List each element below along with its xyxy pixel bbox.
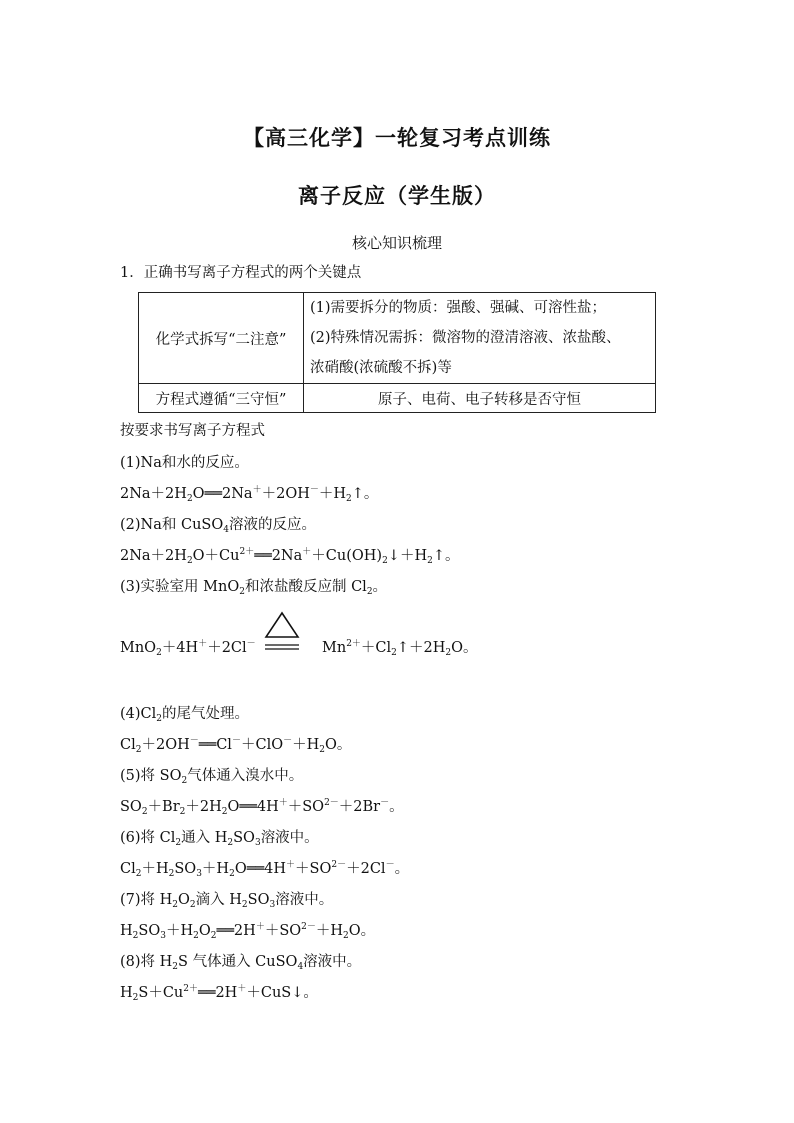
question-4: $(4)Cl_2$的尾气处理。 [120, 706, 250, 724]
table-cell-content: 原子、电荷、电子转移是否守恒 [304, 384, 656, 413]
question-1: (1)Na和水的反应。 [120, 455, 249, 471]
table-cell-line: 浓硝酸(浓硫酸不拆)等 [310, 360, 452, 376]
heat-triangle-icon [264, 611, 300, 657]
table-cell-line: (1)需要拆分的物质：强酸、强碱、可溶性盐； [310, 300, 607, 316]
table-row [139, 293, 656, 384]
page-title: 【高三化学】一轮复习考点训练 [243, 126, 551, 150]
page-subtitle: 离子反应（学生版） [298, 184, 496, 208]
question-7: (7)将 $H_2O_2$滴入 $H_2SO_3$溶液中。 [120, 892, 334, 910]
question-5: (5)将 $SO_2$气体通入溴水中。 [120, 768, 304, 786]
answer-3: MnO$_2$＋4H＋＋2Cl－ $Mn^{2+}+Cl_2↑+2H_2O$。 [120, 639, 478, 658]
table-cell-line: (2)特殊情况需拆：微溶物的澄清溶液、浓盐酸、 [310, 330, 621, 346]
table-cell-content [304, 293, 656, 384]
answer-5: $SO_2+Br_2+2H_2O══4H^++SO^{2-}+2Br^-$。 [120, 798, 404, 817]
answer-2: $2Na+2H_2O+Cu^{2+}══2Na^++Cu(OH)_2↓+H_2↑$。 [120, 547, 460, 566]
answer-6: $Cl_2+H_2SO_3+H_2O══4H^++SO^{2-}+2Cl^-$。 [120, 860, 410, 879]
answer-4: $Cl_2+2OH^-══Cl^-+ClO^-+H_2O$。 [120, 736, 352, 755]
question-6: (6)将 $Cl_2$通入 $H_2SO_3$溶液中。 [120, 830, 319, 848]
answer-8: $H_2S+Cu^{2+}══2H^++CuS↓$。 [120, 984, 318, 1003]
question-2: (2)Na和 CuSO$_4$溶液的反应。 [120, 517, 316, 535]
rules-table [138, 292, 656, 413]
answer-1: $2Na+2H_2O══2Na^++2OH^-+H_2↑$。 [120, 485, 379, 504]
intro-text: 按要求书写离子方程式 [120, 423, 265, 439]
question-3: (3)实验室用 MnO$_2$和浓盐酸反应制 $Cl_2$。 [120, 579, 388, 597]
answer-7: $H_2SO_3+H_2O_2══2H^++SO^{2-}+H_2O$。 [120, 922, 376, 941]
heading-key-points: 1．正确书写离子方程式的两个关键点 [120, 265, 362, 281]
table-cell-label: 化学式拆写“二注意” [139, 293, 304, 384]
question-8: (8)将 $H_2S$ 气体通入 CuSO$_4$溶液中。 [120, 954, 362, 972]
section-heading: 核心知识梳理 [351, 234, 442, 252]
table-row [139, 384, 656, 413]
table-cell-label: 方程式遵循“三守恒” [139, 384, 304, 413]
